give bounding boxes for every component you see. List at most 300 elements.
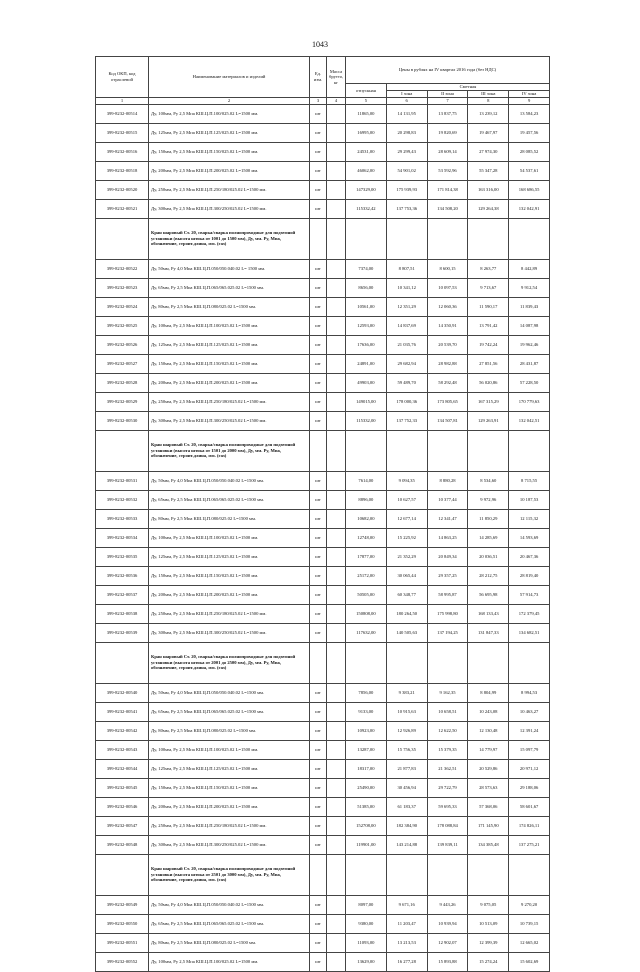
price-zone-1: 9 671,16 [386,895,427,914]
item-name: Ду, 100мм, Ру 2,5 Мпа КШ.Ц.П.100/025.02 L=1500 мм. [149,740,310,759]
section-price-cell [427,642,468,683]
section-title: Кран шаровый Ст. 20, сварка/сварка полнопроходные для подземной установки (высота штока от 1001 до 1500 мм), Ду, мм. Ру, Мпа, обозначение, строит.длина, мм. (газ) [149,218,310,259]
item-unit: шт [310,759,327,778]
price-zone-1: 29 299,43 [386,142,427,161]
price-zone-3: 14 285,69 [468,528,509,547]
header-unit: Ед. изм. [310,57,327,98]
price-zone-1: 20 298,83 [386,123,427,142]
price-zone-1: 12 677,14 [386,509,427,528]
item-mass [327,835,346,854]
price-zone-1: 11 203,47 [386,914,427,933]
item-unit: шт [310,278,327,297]
section-price-cell [386,430,427,471]
item-mass [327,933,346,952]
item-code: 399-8232-00543 [96,740,149,759]
price-table [95,56,550,972]
item-unit: шт [310,509,327,528]
item-name: Ду, 125мм, Ру 2,5 Мпа КШ.Ц.П.125/025.02 L=1500 мм. [149,123,310,142]
price-zone-3: 57 368,06 [468,797,509,816]
price-zone-3: 134 385,48 [468,835,509,854]
price-zone-1: 10 627,57 [386,490,427,509]
price-base: 117632,00 [346,623,387,642]
item-name: Ду, 80мм, Ру 2,5 Мпа КШ.Ц.П.080/025.02 L=1500 мм. [149,509,310,528]
item-mass [327,354,346,373]
price-base: 16995,00 [346,123,387,142]
price-base: 10682,00 [346,509,387,528]
price-zone-4: 12 391,24 [509,721,550,740]
price-zone-3: 10 513,09 [468,914,509,933]
price-zone-2: 14 863,25 [427,528,468,547]
price-zone-1: 29 682,94 [386,354,427,373]
item-unit: шт [310,180,327,199]
price-zone-3: 11 590,17 [468,297,509,316]
item-mass [327,316,346,335]
item-code: 399-8232-00542 [96,721,149,740]
item-name: Ду, 50мм, Ру 4,0 Мпа КШ.Ц.П.050/050.040.02 L= 1500 мм. [149,259,310,278]
table-row [96,528,550,547]
table-row [96,490,550,509]
price-zone-1: 180 264,50 [386,604,427,623]
price-zone-4: 10 187,53 [509,490,550,509]
item-name: Ду, 250мм, Ру 2,5 Мпа КШ.Ц.П.250/180/025.02 L=1500 мм. [149,816,310,835]
price-zone-2: 20 539,70 [427,335,468,354]
price-base: 24891,00 [346,354,387,373]
price-zone-2: 12 060,36 [427,297,468,316]
table-row [96,123,550,142]
section-price-cell [386,854,427,895]
header-zone-4: IV зона [509,91,550,98]
price-zone-4: 19 962,46 [509,335,550,354]
price-zone-4: 54 537,61 [509,161,550,180]
section-unit-cell [310,854,327,895]
column-number: 4 [327,98,346,105]
price-zone-3: 12 399,39 [468,933,509,952]
table-row [96,392,550,411]
header-name: Наименование материалов и изделий [149,57,310,98]
price-zone-3: 131 847,33 [468,623,509,642]
section-code-cell [96,430,149,471]
price-base: 115332,42 [346,199,387,218]
section-price-cell [386,642,427,683]
item-unit: шт [310,933,327,952]
price-zone-1: 16 277,28 [386,952,427,971]
price-zone-4: 137 275,21 [509,835,550,854]
header-zone-3: III зона [468,91,509,98]
item-code: 399-8232-00545 [96,778,149,797]
price-zone-4: 28 431,87 [509,354,550,373]
price-zone-4: 132 042,51 [509,411,550,430]
section-unit-cell [310,218,327,259]
price-zone-3: 56 020,86 [468,373,509,392]
price-zone-1: 54 901,02 [386,161,427,180]
table-row [96,702,550,721]
price-base: 9380,00 [346,914,387,933]
price-zone-1: 21 035,76 [386,335,427,354]
table-row [96,566,550,585]
price-zone-3: 129 263,91 [468,411,509,430]
item-code: 399-8232-00522 [96,259,149,278]
item-code: 399-8232-00521 [96,199,149,218]
price-zone-3: 8 534,60 [468,471,509,490]
item-unit: шт [310,373,327,392]
section-code-cell [96,218,149,259]
section-price-cell [468,642,509,683]
price-base: 9133,00 [346,702,387,721]
item-mass [327,471,346,490]
price-zone-4: 8 442,89 [509,259,550,278]
price-zone-1: 10 915,63 [386,702,427,721]
item-unit: шт [310,623,327,642]
item-name: Ду, 125мм, Ру 2,5 Мпа КШ.Ц.П.125/025.02 L=1500 мм. [149,547,310,566]
section-row [96,642,550,683]
item-code: 399-8232-00520 [96,180,149,199]
price-zone-4: 29 188,06 [509,778,550,797]
table-row [96,721,550,740]
price-zone-4: 57 914,73 [509,585,550,604]
table-row [96,471,550,490]
price-base: 152708,00 [346,816,387,835]
item-name: Ду, 150мм, Ру 2,5 Мпа КШ.Ц.П.150/025.02 L=1500 мм. [149,566,310,585]
section-price-cell [386,218,427,259]
header-prices: Цены в рублях на IV квартал 2016 года (без НДС) [346,57,550,84]
item-code: 399-8232-00525 [96,316,149,335]
item-code: 399-8232-00548 [96,835,149,854]
price-zone-3: 12 130,48 [468,721,509,740]
item-name: Ду, 125мм, Ру 2,5 Мпа КШ.Ц.П.125/025.02 L=1500 мм. [149,759,310,778]
section-price-cell [509,642,550,683]
price-zone-2: 15 893,88 [427,952,468,971]
item-mass [327,702,346,721]
price-zone-1: 137 753,36 [386,199,427,218]
item-unit: шт [310,335,327,354]
item-unit: шт [310,721,327,740]
price-base: 11093,00 [346,933,387,952]
price-zone-2: 20 849,34 [427,547,468,566]
section-price-cell [509,854,550,895]
price-zone-4: 15 602,69 [509,952,550,971]
column-number: 1 [96,98,149,105]
section-price-cell [509,218,550,259]
item-mass [327,392,346,411]
price-zone-2: 12 341,47 [427,509,468,528]
item-code: 399-8232-00532 [96,490,149,509]
item-name: Ду, 300мм, Ру 2,5 Мпа КШ.Ц.П.300/250/025.02 L=1500 мм. [149,835,310,854]
section-price-cell [468,430,509,471]
price-zone-2: 59 695,33 [427,797,468,816]
item-mass [327,373,346,392]
item-mass [327,259,346,278]
section-price-cell [468,218,509,259]
price-zone-2: 29 357,25 [427,566,468,585]
item-unit: шт [310,566,327,585]
price-base: 149015,00 [346,392,387,411]
item-code: 399-8232-00531 [96,471,149,490]
price-zone-2: 21 362,51 [427,759,468,778]
price-zone-4: 28 085,52 [509,142,550,161]
price-base: 8097,00 [346,895,387,914]
price-base: 13629,00 [346,952,387,971]
item-mass [327,585,346,604]
table-row [96,297,550,316]
item-unit: шт [310,316,327,335]
item-unit: шт [310,142,327,161]
section-mass-cell [327,430,346,471]
item-mass [327,509,346,528]
table-row [96,933,550,952]
price-zone-3: 168 133,43 [468,604,509,623]
price-zone-3: 171 145,90 [468,816,509,835]
price-base: 24531,00 [346,142,387,161]
price-zone-1: 60 348,77 [386,585,427,604]
item-code: 399-8232-00534 [96,528,149,547]
price-zone-3: 167 315,29 [468,392,509,411]
item-mass [327,797,346,816]
item-mass [327,566,346,585]
section-title: Кран шаровый Ст. 20, сварка/сварка полнопроходные для подземной установки (высота штока от 2001 до 2500 мм), Ду, мм. Ру, Мпа, обозначение, строит.длина, мм. (газ) [149,642,310,683]
price-zone-1: 8 807,51 [386,259,427,278]
price-zone-4: 19 457,56 [509,123,550,142]
item-code: 399-8232-00529 [96,392,149,411]
price-zone-3: 8 804,99 [468,683,509,702]
price-zone-2: 28 982,88 [427,354,468,373]
item-code: 399-8232-00527 [96,354,149,373]
item-mass [327,604,346,623]
item-mass [327,528,346,547]
price-zone-4: 14 593,69 [509,528,550,547]
price-zone-3: 20 529,86 [468,759,509,778]
section-code-cell [96,854,149,895]
price-zone-3: 11 850,29 [468,509,509,528]
price-zone-3: 129 264,38 [468,199,509,218]
price-zone-1: 21 877,83 [386,759,427,778]
price-zone-1: 59 489,70 [386,373,427,392]
price-zone-4: 8 715,55 [509,471,550,490]
price-zone-3: 19 467,97 [468,123,509,142]
price-zone-4: 11 839,43 [509,297,550,316]
column-number: 8 [468,98,509,105]
item-mass [327,411,346,430]
section-mass-cell [327,218,346,259]
table-row [96,604,550,623]
column-number: 3 [310,98,327,105]
price-zone-1: 13 213,53 [386,933,427,952]
item-unit: шт [310,797,327,816]
price-zone-4: 58 601,67 [509,797,550,816]
price-zone-3: 19 742,24 [468,335,509,354]
item-mass [327,180,346,199]
price-zone-2: 15 379,35 [427,740,468,759]
table-header [96,57,550,105]
price-base: 51385,00 [346,797,387,816]
price-zone-2: 9 162,35 [427,683,468,702]
price-zone-2: 14 350,91 [427,316,468,335]
table-row [96,278,550,297]
price-zone-1: 182 384,90 [386,816,427,835]
item-code: 399-8232-00539 [96,623,149,642]
price-zone-4: 9 912,54 [509,278,550,297]
column-number: 5 [346,98,387,105]
price-zone-1: 9 383,21 [386,683,427,702]
item-code: 399-8232-00526 [96,335,149,354]
price-zone-2: 8 600,15 [427,259,468,278]
price-zone-1: 15 225,92 [386,528,427,547]
table-row [96,623,550,642]
price-zone-2: 10 377,44 [427,490,468,509]
price-zone-3: 55 347,28 [468,161,509,180]
item-unit: шт [310,297,327,316]
item-name: Ду, 150мм, Ру 2,5 Мпа КШ.Ц.П.150/025.02 L=1500 мм. [149,778,310,797]
item-unit: шт [310,702,327,721]
item-name: Ду, 65мм, Ру 2,5 Мпа КШ.Ц.П.065/065.025.02 L=1500 мм. [149,490,310,509]
table-row [96,835,550,854]
item-name: Ду, 200мм, Ру 2,5 Мпа КШ.Ц.П.200/025.02 L=1500 мм. [149,373,310,392]
item-name: Ду, 80мм, Ру 2,5 Мпа КШ.Ц.П.080/025.02 L=1500 мм. [149,933,310,952]
section-price-cell [346,430,387,471]
section-code-cell [96,642,149,683]
table-row [96,797,550,816]
price-zone-2: 12 622,50 [427,721,468,740]
item-unit: шт [310,161,327,180]
price-base: 11865,00 [346,104,387,123]
section-price-cell [427,430,468,471]
item-mass [327,778,346,797]
item-mass [327,547,346,566]
item-unit: шт [310,816,327,835]
item-name: Ду, 50мм, Ру 4,0 Мпа КШ.Ц.П.050/050.040.02 L=1500 мм. [149,895,310,914]
item-mass [327,278,346,297]
item-name: Ду, 150мм, Ру 2,5 Мпа КШ.Ц.П.150/025.02 L=1500 мм. [149,354,310,373]
column-number: 2 [149,98,310,105]
item-mass [327,123,346,142]
item-unit: шт [310,490,327,509]
header-base-price: отпускная [346,84,387,98]
item-code: 399-8232-00523 [96,278,149,297]
price-zone-3: 13 791,42 [468,316,509,335]
section-unit-cell [310,642,327,683]
item-code: 399-8232-00538 [96,604,149,623]
section-title: Кран шаровый Ст. 20, сварка/сварка полнопроходные для подземной установки (высота штока от 1501 до 2000 мм), Ду, мм. Ру, Мпа, обозначение, строит.длина, мм. (газ) [149,430,310,471]
price-base: 12748,00 [346,528,387,547]
price-base: 8656,00 [346,278,387,297]
price-zone-3: 28 212,75 [468,566,509,585]
price-zone-2: 171 814,38 [427,180,468,199]
table-row [96,740,550,759]
section-mass-cell [327,854,346,895]
item-unit: шт [310,585,327,604]
item-name: Ду, 300мм, Ру 2,5 Мпа КШ.Ц.П.300/250/025.02 L=1500 мм. [149,199,310,218]
price-base: 25490,00 [346,778,387,797]
price-zone-4: 12 665,02 [509,933,550,952]
price-zone-1: 15 756,35 [386,740,427,759]
price-zone-2: 29 722,79 [427,778,468,797]
price-base: 18317,00 [346,759,387,778]
price-zone-4: 10 463,27 [509,702,550,721]
item-code: 399-8232-00528 [96,373,149,392]
item-name: Ду, 100мм, Ру 2,5 Мпа КШ.Ц.П.100/025.02 L=1500 мм. [149,528,310,547]
item-code: 399-8232-00551 [96,933,149,952]
item-code: 399-8232-00530 [96,411,149,430]
price-zone-4: 9 270,20 [509,895,550,914]
price-zone-4: 174 826,11 [509,816,550,835]
price-zone-3: 9 713,67 [468,278,509,297]
price-zone-1: 10 341,12 [386,278,427,297]
item-unit: шт [310,123,327,142]
column-number: 7 [427,98,468,105]
price-zone-2: 8 880,28 [427,471,468,490]
price-zone-3: 56 695,98 [468,585,509,604]
price-base: 25172,00 [346,566,387,585]
column-number: 6 [386,98,427,105]
item-unit: шт [310,895,327,914]
price-zone-2: 28 609,14 [427,142,468,161]
item-unit: шт [310,683,327,702]
price-zone-2: 134 508,20 [427,199,468,218]
item-name: Ду, 80мм, Ру 2,5 Мпа КШ.Ц.П.080/025.02 L=1500 мм. [149,297,310,316]
price-zone-4: 132 042,91 [509,199,550,218]
price-zone-3: 13 239,12 [468,104,509,123]
price-zone-1: 14 131,95 [386,104,427,123]
price-zone-4: 14 087,98 [509,316,550,335]
price-base: 119901,00 [346,835,387,854]
price-zone-4: 15 097,79 [509,740,550,759]
price-zone-2: 10 097,53 [427,278,468,297]
section-price-cell [427,218,468,259]
item-unit: шт [310,914,327,933]
item-unit: шт [310,604,327,623]
price-zone-1: 175 939,93 [386,180,427,199]
price-base: 49903,00 [346,373,387,392]
item-unit: шт [310,471,327,490]
price-zone-1: 137 752,33 [386,411,427,430]
price-zone-4: 13 584,23 [509,104,550,123]
item-mass [327,199,346,218]
price-zone-3: 163 316,00 [468,180,509,199]
header-zone-1: I зона [386,91,427,98]
price-base: 17636,00 [346,335,387,354]
price-zone-2: 175 998,80 [427,604,468,623]
header-estimate: Сметная [386,84,549,91]
table-row [96,952,550,971]
item-name: Ду, 200мм, Ру 2,5 Мпа КШ.Ц.П.200/025.02 L=1500 мм. [149,797,310,816]
item-name: Ду, 250мм, Ру 2,5 Мпа КШ.Ц.П.250/180/025.02 L=1500 мм. [149,180,310,199]
price-zone-4: 28 819,40 [509,566,550,585]
item-unit: шт [310,259,327,278]
price-zone-3: 10 243,08 [468,702,509,721]
price-base: 13287,00 [346,740,387,759]
table-row [96,778,550,797]
price-zone-3: 9 075,05 [468,895,509,914]
section-price-cell [346,854,387,895]
table-row [96,199,550,218]
table-row [96,354,550,373]
price-zone-4: 8 994,53 [509,683,550,702]
item-name: Ду, 100мм, Ру 2,5 Мпа КШ.Ц.П.100/025.02 L=1500 мм. [149,952,310,971]
item-unit: шт [310,740,327,759]
price-zone-2: 13 837,75 [427,104,468,123]
item-unit: шт [310,952,327,971]
price-zone-2: 58 292,48 [427,373,468,392]
section-price-cell [346,218,387,259]
item-code: 399-8232-00515 [96,123,149,142]
table-row [96,161,550,180]
price-zone-2: 19 820,69 [427,123,468,142]
item-mass [327,142,346,161]
price-zone-3: 27 851,56 [468,354,509,373]
price-zone-2: 137 194,25 [427,623,468,642]
price-zone-2: 12 902,07 [427,933,468,952]
price-base: 150808,00 [346,604,387,623]
item-name: Ду, 150мм, Ру 2,5 Мпа КШ.Ц.П.150/025.02 L=1500 мм. [149,142,310,161]
